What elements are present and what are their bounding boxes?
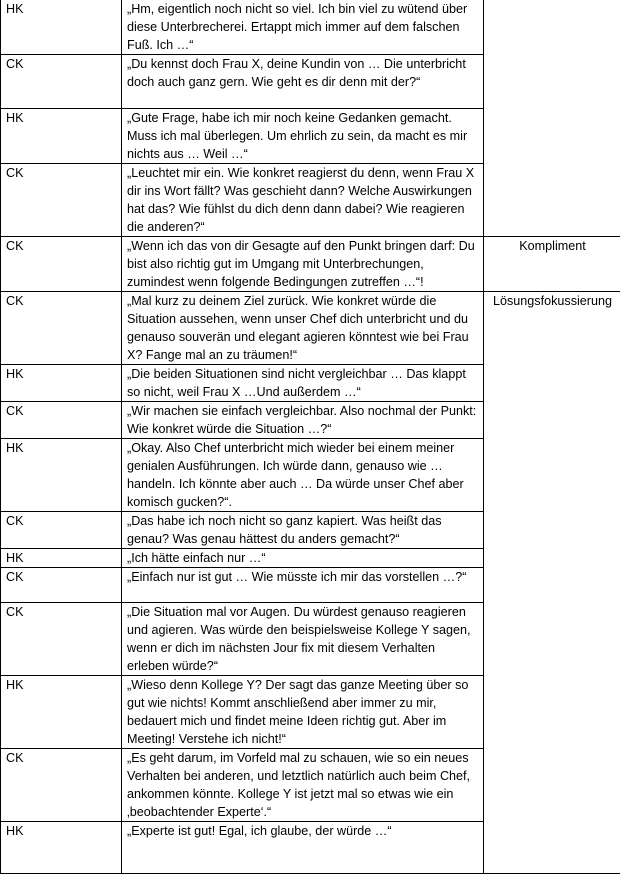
utterance-cell: „Einfach nur ist gut … Wie müsste ich mir das vorstellen …?“ [122, 568, 484, 603]
utterance-cell: „Du kennst doch Frau X, deine Kundin von … Die unterbricht doch auch ganz gern. Wie geht es dir denn mit der?“ [122, 55, 484, 109]
utterance-cell: „Wieso denn Kollege Y? Der sagt das ganze Meeting über so gut wie nichts! Kommt anschließend aber immer zu mir, bedauert mich und findet meine Ideen richtig gut. Aber im Meeting! Verstehe ich nicht!“ [122, 676, 484, 749]
speaker-cell: CK [1, 603, 122, 676]
speaker-cell: HK [1, 365, 122, 402]
speaker-cell: HK [1, 822, 122, 874]
table-row [1, 237, 620, 292]
note-cell-empty [484, 0, 620, 237]
speaker-cell: CK [1, 749, 122, 822]
speaker-cell: CK [1, 292, 122, 365]
speaker-cell: HK [1, 439, 122, 512]
speaker-cell: CK [1, 237, 122, 292]
utterance-cell: „Es geht darum, im Vorfeld mal zu schauen, wie so ein neues Verhalten bei anderen, und letztlich natürlich auch beim Chef, ankommen könnte. Kollege Y ist jetzt mal so etwas wie ein ‚beobachtender Experte‘.“ [122, 749, 484, 822]
speaker-cell: HK [1, 676, 122, 749]
utterance-cell: „Ich hätte einfach nur …“ [122, 549, 484, 568]
speaker-cell: CK [1, 512, 122, 549]
speaker-cell: HK [1, 109, 122, 164]
utterance-cell: „Experte ist gut! Egal, ich glaube, der würde …“ [122, 822, 484, 874]
utterance-cell: „Hm, eigentlich noch nicht so viel. Ich bin viel zu wütend über diese Unterbrecherei. Ertappt mich immer auf dem falschen Fuß. Ich …“ [122, 0, 484, 55]
utterance-cell: „Die beiden Situationen sind nicht vergleichbar … Das klappt so nicht, weil Frau X …Und außerdem …“ [122, 365, 484, 402]
speaker-cell: HK [1, 549, 122, 568]
utterance-cell: „Leuchtet mir ein. Wie konkret reagierst du denn, wenn Frau X dir ins Wort fällt? Was geschieht dann? Welche Auswirkungen hat das? Wie fühlst du dich denn dann dabei? Wie reagieren die anderen?“ [122, 164, 484, 237]
speaker-cell: CK [1, 164, 122, 237]
note-cell-kompliment: Kompliment [484, 237, 620, 292]
utterance-cell: „Gute Frage, habe ich mir noch keine Gedanken gemacht. Muss ich mal überlegen. Um ehrlich zu sein, da macht es mir nichts aus … Weil …“ [122, 109, 484, 164]
speaker-cell: CK [1, 55, 122, 109]
utterance-cell: „Die Situation mal vor Augen. Du würdest genauso reagieren und agieren. Was würde den beispielsweise Kollege Y sagen, wenn er dich im nächsten Jour fix mit diesem Verhalten erleben würde?“ [122, 603, 484, 676]
note-cell-loesungsfokussierung: Lösungsfokussierung [484, 292, 620, 874]
table-row [1, 292, 620, 365]
speaker-cell: CK [1, 568, 122, 603]
utterance-cell: „Mal kurz zu deinem Ziel zurück. Wie konkret würde die Situation aussehen, wenn unser Chef dich unterbricht und du genauso souverän und elegant agieren könntest wie bei Frau X? Fange mal an zu träumen!“ [122, 292, 484, 365]
utterance-cell: „Wir machen sie einfach vergleichbar. Also nochmal der Punkt: Wie konkret würde die Situation …?“ [122, 402, 484, 439]
speaker-cell: HK [1, 0, 122, 55]
utterance-cell: „Das habe ich noch nicht so ganz kapiert. Was heißt das genau? Was genau hättest du anders gemacht?“ [122, 512, 484, 549]
utterance-cell: „Wenn ich das von dir Gesagte auf den Punkt bringen darf: Du bist also richtig gut im Umgang mit Unterbrechungen, zumindest wenn folgende Bedingungen zutreffen …“! [122, 237, 484, 292]
speaker-cell: CK [1, 402, 122, 439]
utterance-cell: „Okay. Also Chef unterbricht mich wieder bei einem meiner genialen Ausführungen. Ich würde dann, genauso wie … handeln. Ich könnte aber auch … Da würde unser Chef aber komisch gucken?“. [122, 439, 484, 512]
table-row [1, 0, 620, 55]
